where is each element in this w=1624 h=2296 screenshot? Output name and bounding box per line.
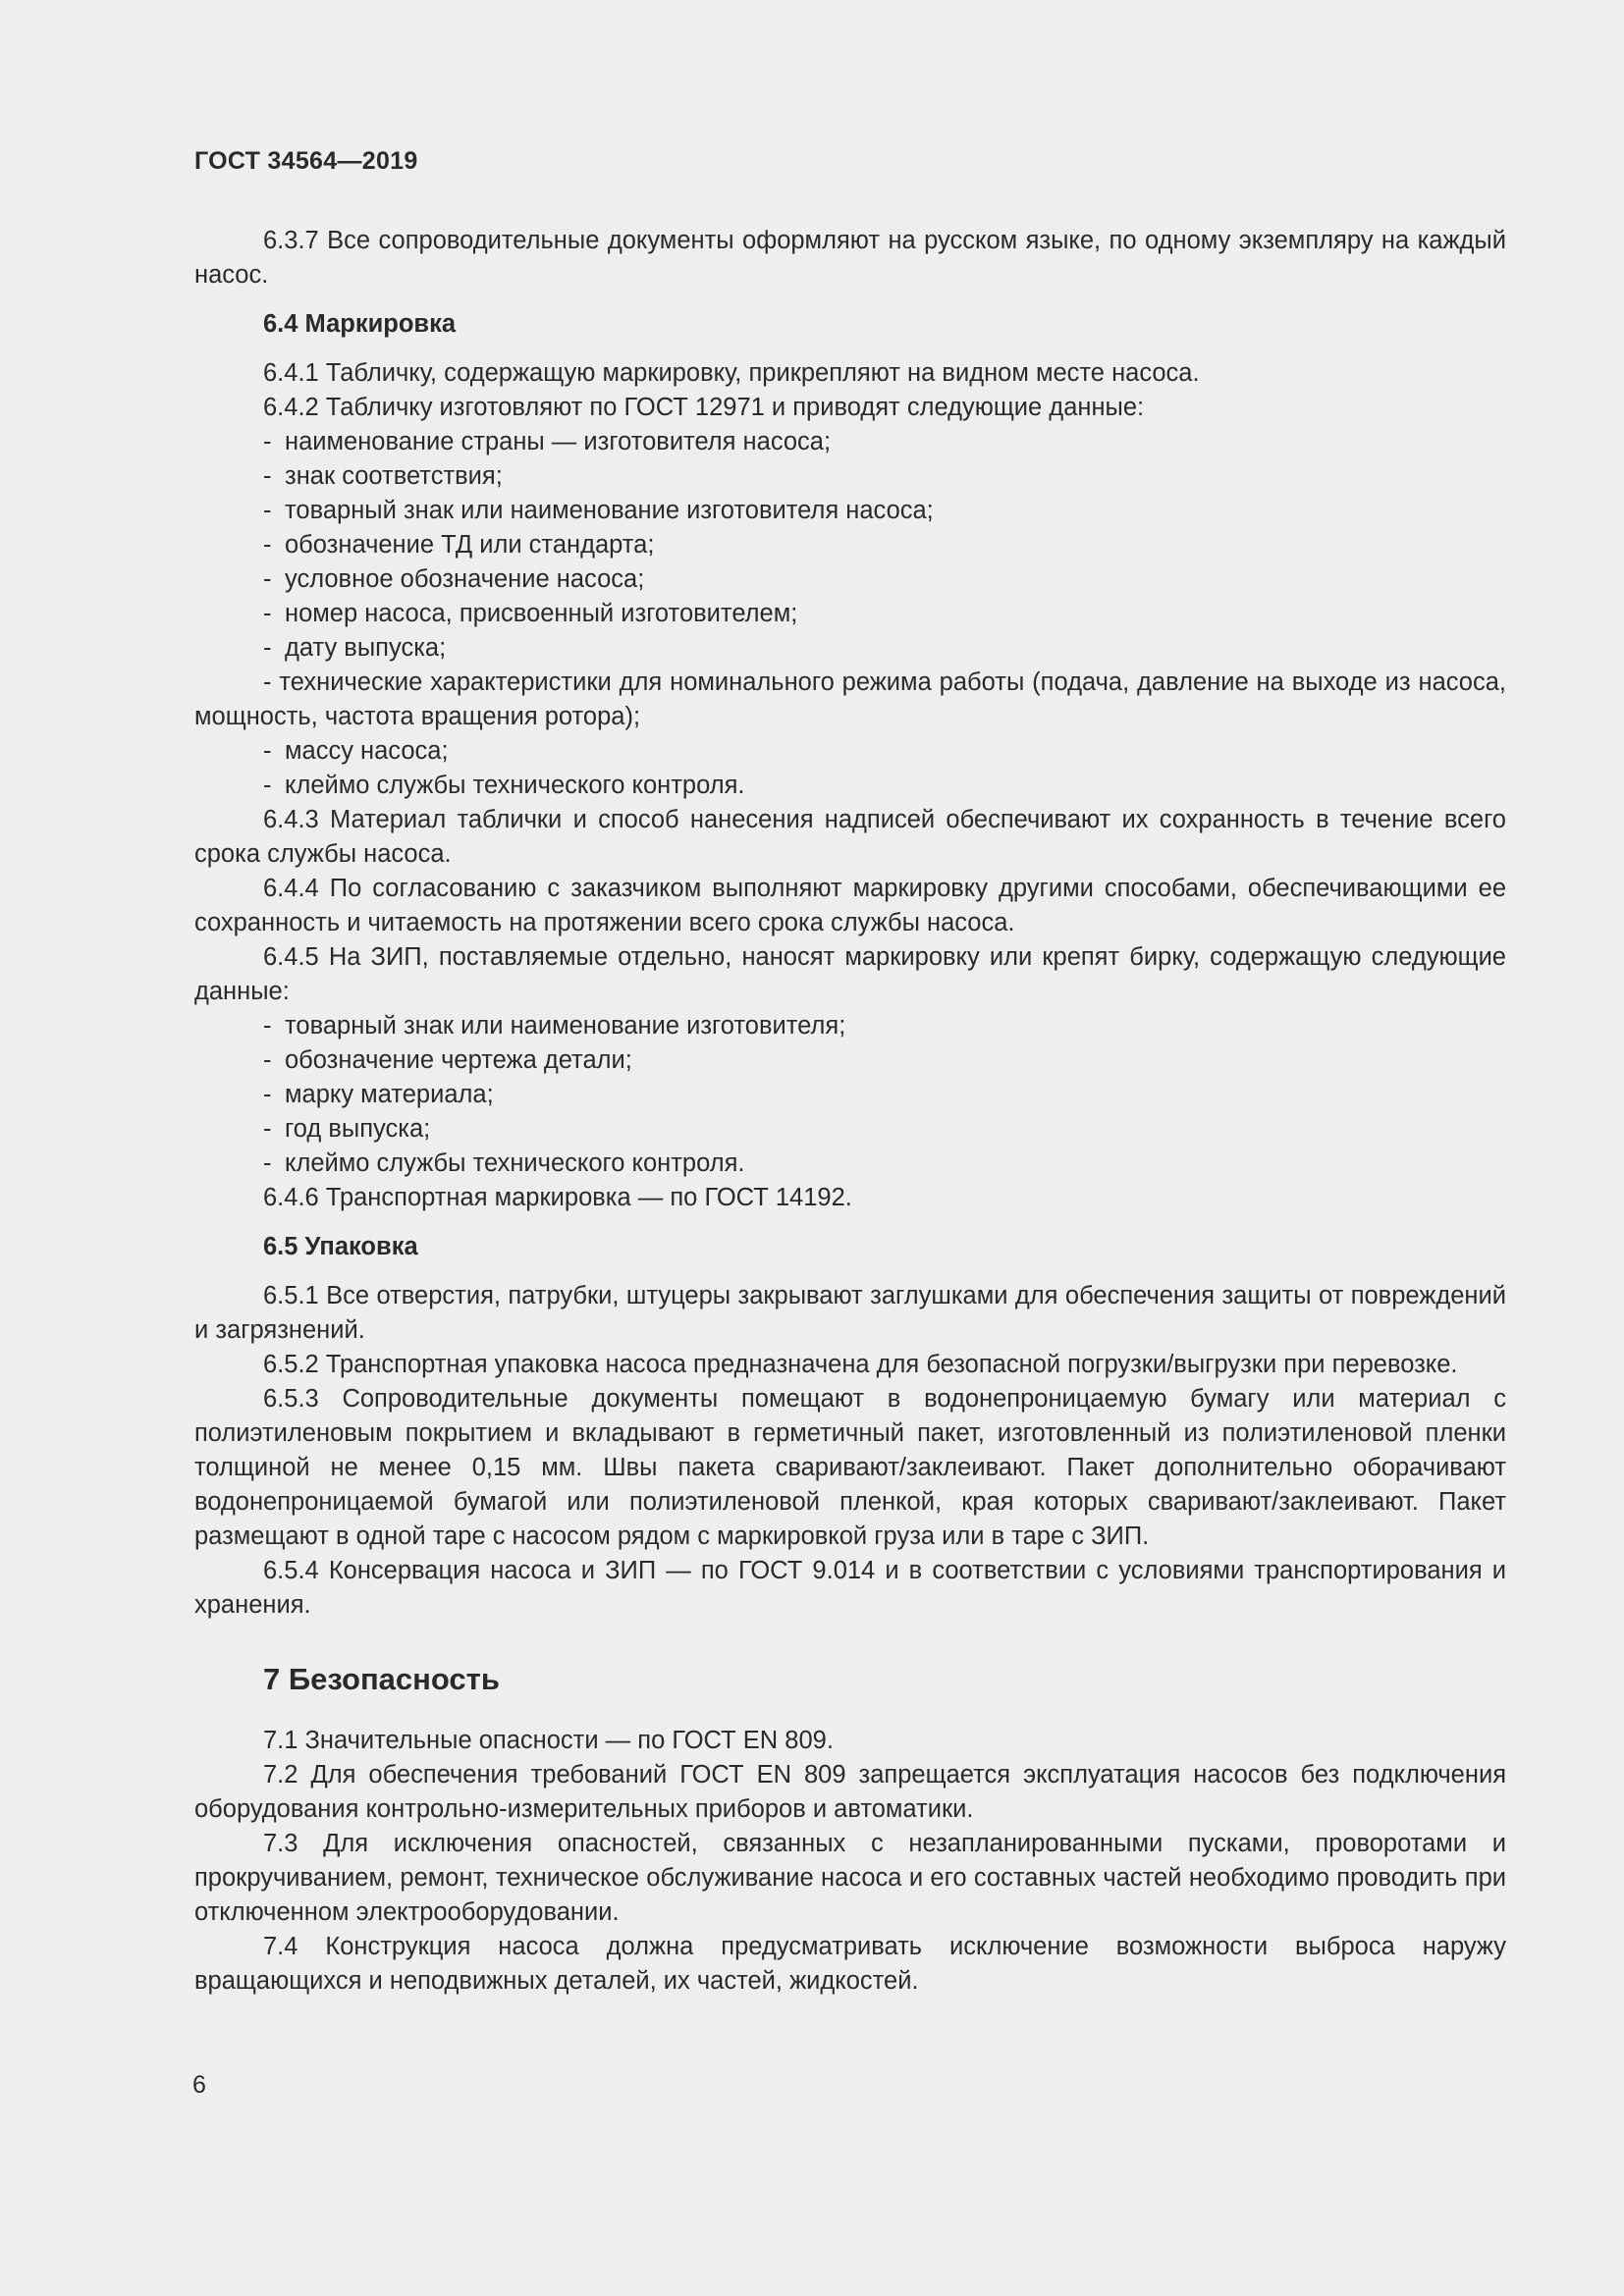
- list-item-text: массу насоса;: [285, 737, 449, 765]
- list-item-text: дату выпуска;: [285, 634, 447, 662]
- list-item-text: клеймо службы технического контроля.: [285, 772, 745, 799]
- list-item: [194, 1009, 1506, 1043]
- paragraph: 6.3.7 Все сопроводительные документы оформляют на русском языке, по одному экземпляру на каждый насос.: [194, 227, 1506, 289]
- list-item: [194, 666, 1506, 734]
- list-item: [194, 1112, 1506, 1147]
- list-dash: -: [263, 772, 272, 799]
- list-item-text: обозначение чертежа детали;: [285, 1046, 632, 1074]
- document-header: ГОСТ 34564—2019: [194, 147, 418, 175]
- list-dash: -: [263, 1046, 272, 1074]
- list-item-text: знак соответствия;: [285, 462, 503, 490]
- list-item-text: номер насоса, присвоенный изготовителем;: [285, 600, 798, 627]
- list-dash: -: [263, 565, 272, 593]
- paragraph: 7.2 Для обеспечения требований ГОСТ EN 809 запрещается эксплуатация насосов без подключения оборудования контрольно-измерительных приборов и автоматики.: [194, 1761, 1506, 1823]
- list-item: [194, 734, 1506, 769]
- list-dash: -: [263, 600, 272, 627]
- paragraph: 6.4.2 Табличку изготовляют по ГОСТ 12971 и приводят следующие данные:: [263, 394, 1145, 421]
- list-item: [194, 597, 1506, 631]
- subsection-heading: 6.4 Маркировка: [263, 310, 457, 338]
- paragraph: 7.1 Значительные опасности — по ГОСТ EN 809.: [263, 1727, 834, 1754]
- list-dash: -: [263, 1115, 272, 1143]
- list-dash: -: [263, 634, 272, 662]
- list-dash: -: [263, 428, 272, 455]
- list-item-text: марку материала;: [285, 1081, 494, 1108]
- list-item-text: год выпуска;: [285, 1115, 431, 1143]
- section-heading: 7 Безопасность: [263, 1662, 500, 1696]
- list-item-text: обозначение ТД или стандарта;: [285, 531, 655, 559]
- page-number: 6: [192, 2071, 206, 2099]
- list-dash: -: [263, 668, 280, 696]
- paragraph: 7.4 Конструкция насоса должна предусматривать исключение возможности выброса наружу вращающихся и неподвижных деталей, их частей, жидкостей.: [194, 1933, 1506, 1995]
- list-item: [194, 1078, 1506, 1112]
- list-dash: -: [263, 737, 272, 765]
- list-dash: -: [263, 497, 272, 524]
- subsection-heading: 6.5 Упаковка: [263, 1233, 418, 1260]
- paragraph: 6.4.5 На ЗИП, поставляемые отдельно, наносят маркировку или крепят бирку, содержащую следующие данные:: [194, 943, 1506, 1005]
- list-dash: -: [263, 462, 272, 490]
- list-item-text: условное обозначение насоса;: [285, 565, 645, 593]
- paragraph: 6.4.3 Материал таблички и способ нанесения надписей обеспечивают их сохранность в течение всего срока службы насоса.: [194, 806, 1506, 868]
- list-item: [194, 562, 1506, 597]
- list-dash: -: [263, 531, 272, 559]
- paragraph: 6.5.1 Все отверстия, патрубки, штуцеры закрывают заглушками для обеспечения защиты от повреждений и загрязнений.: [194, 1282, 1506, 1344]
- paragraph: 6.4.4 По согласованию с заказчиком выполняют маркировку другими способами, обеспечивающими ее сохранность и читаемость на протяжении всего срока службы насоса.: [194, 875, 1506, 936]
- list-dash: -: [263, 1012, 272, 1040]
- paragraph: 6.5.3 Сопроводительные документы помещают в водонепроницаемую бумагу или материал с полиэтиленовым покрытием и вкладывают в герметичный пакет, изготовленный из полиэтиленовой пленки толщиной не менее 0,15 мм. Швы пакета сваривают/заклеивают. Пакет дополнительно оборачивают водонепроницаемой бумагой или полиэтиленовой пленкой, края которых сваривают/заклеивают. Пакет размещают в одной таре с насосом рядом с маркировкой груза или в таре с ЗИП.: [194, 1385, 1506, 1550]
- list-item: [194, 769, 1506, 803]
- list-item-text: товарный знак или наименование изготовителя насоса;: [285, 497, 934, 524]
- paragraph: 6.5.2 Транспортная упаковка насоса предназначена для безопасной погрузки/выгрузки при перевозке.: [263, 1351, 1458, 1378]
- document-body: [194, 224, 1506, 1999]
- list-item-text: наименование страны — изготовителя насоса;: [285, 428, 832, 455]
- paragraph: 7.3 Для исключения опасностей, связанных с незапланированными пусками, проворотами и прокручиванием, ремонт, техническое обслуживание насоса и его составных частей необходимо проводить при отключенном электрооборудовании.: [194, 1830, 1506, 1926]
- list-item: [194, 459, 1506, 494]
- list-item: [194, 1147, 1506, 1181]
- paragraph: 6.4.6 Транспортная маркировка — по ГОСТ 14192.: [263, 1184, 852, 1211]
- list-item: [194, 528, 1506, 562]
- list-dash: -: [263, 1149, 272, 1177]
- list-dash: -: [263, 1081, 272, 1108]
- list-item: [194, 631, 1506, 666]
- paragraph: 6.5.4 Консервация насоса и ЗИП — по ГОСТ 9.014 и в соответствии с условиями транспортирования и хранения.: [194, 1557, 1506, 1619]
- list-item-text: клеймо службы технического контроля.: [285, 1149, 745, 1177]
- paragraph: 6.4.1 Табличку, содержащую маркировку, прикрепляют на видном месте насоса.: [263, 359, 1200, 387]
- list-item: [194, 425, 1506, 459]
- list-item: [194, 1043, 1506, 1078]
- list-item-text: товарный знак или наименование изготовителя;: [285, 1012, 846, 1040]
- list-item: [194, 494, 1506, 528]
- list-item-text: технические характеристики для номинального режима работы (подача, давление на выходе из насоса, мощность, частота вращения ротора);: [194, 668, 1506, 730]
